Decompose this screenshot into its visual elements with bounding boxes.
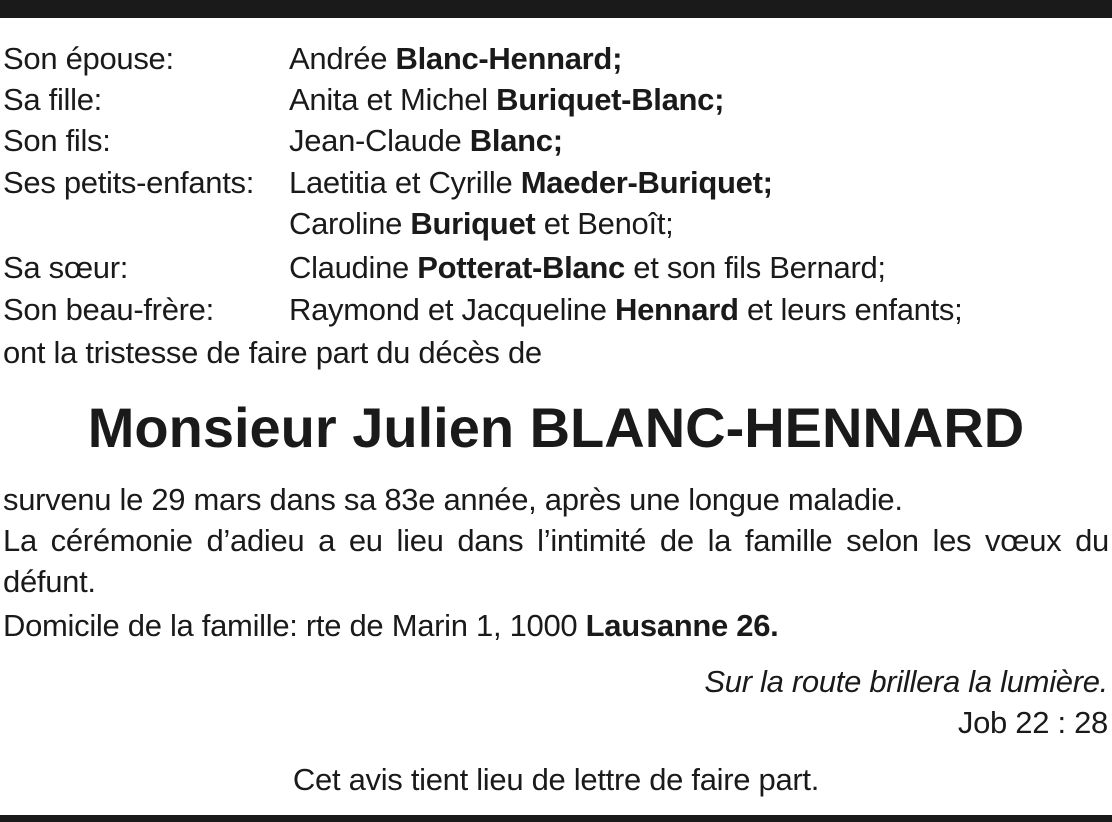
family-role: Sa fille: [3, 82, 102, 117]
closing-note: Cet avis tient lieu de lettre de faire part. [292, 762, 820, 797]
top-border [0, 0, 1112, 18]
family-surname: Buriquet-Blanc; [496, 82, 725, 117]
domicile-city: Lausanne 26. [585, 608, 779, 643]
family-row-brother-in-law [3, 290, 1108, 331]
family-surname: Potterat-Blanc [417, 250, 625, 285]
family-surname: Buriquet [410, 206, 536, 241]
family-surname: Blanc-Hennard; [395, 41, 623, 76]
family-names: Claudine Potterat-Blanc et son fils Bernard; [289, 250, 886, 285]
family-row-daughter [3, 80, 1108, 121]
family-names: Laetitia et Cyrille Maeder-Buriquet; [289, 165, 773, 200]
family-names: Anita et Michel Buriquet-Blanc; [289, 82, 725, 117]
family-surname: Blanc; [469, 123, 563, 158]
bible-quote: Sur la route brillera la lumière. [704, 664, 1108, 699]
family-row-son [3, 121, 1108, 162]
family-role: Ses petits-enfants: [3, 165, 255, 200]
family-row-sister [3, 248, 1108, 289]
family-row-grandchildren [3, 163, 1108, 204]
family-row-spouse [3, 39, 1108, 80]
family-names: Raymond et Jacqueline Hennard et leurs enfants; [289, 292, 963, 327]
family-domicile: Domicile de la famille: rte de Marin 1, 1000 Lausanne 26. [3, 608, 779, 643]
ceremony-text: La cérémonie d’adieu a eu lieu dans l’intimité de la famille selon les vœux du défunt. [3, 523, 1109, 599]
family-names: Jean-Claude Blanc; [289, 123, 563, 158]
bible-reference: Job 22 : 28 [957, 705, 1108, 740]
family-row-grandchildren-2 [3, 204, 1108, 245]
family-names: Andrée Blanc-Hennard; [289, 41, 623, 76]
family-surname: Maeder-Buriquet; [520, 165, 773, 200]
family-role: Son beau-frère: [3, 292, 214, 327]
family-role: Son fils: [3, 123, 111, 158]
bottom-border [0, 815, 1112, 822]
family-names: Caroline Buriquet et Benoît; [289, 206, 674, 241]
deceased-name: Monsieur Julien BLANC-HENNARD [87, 396, 1025, 459]
announcement-intro: ont la tristesse de faire part du décès de [3, 335, 542, 370]
family-role: Son épouse: [3, 41, 174, 76]
family-surname: Hennard [614, 292, 739, 327]
death-details: survenu le 29 mars dans sa 83e année, après une longue maladie. [3, 482, 903, 517]
family-role: Sa sœur: [3, 250, 129, 285]
